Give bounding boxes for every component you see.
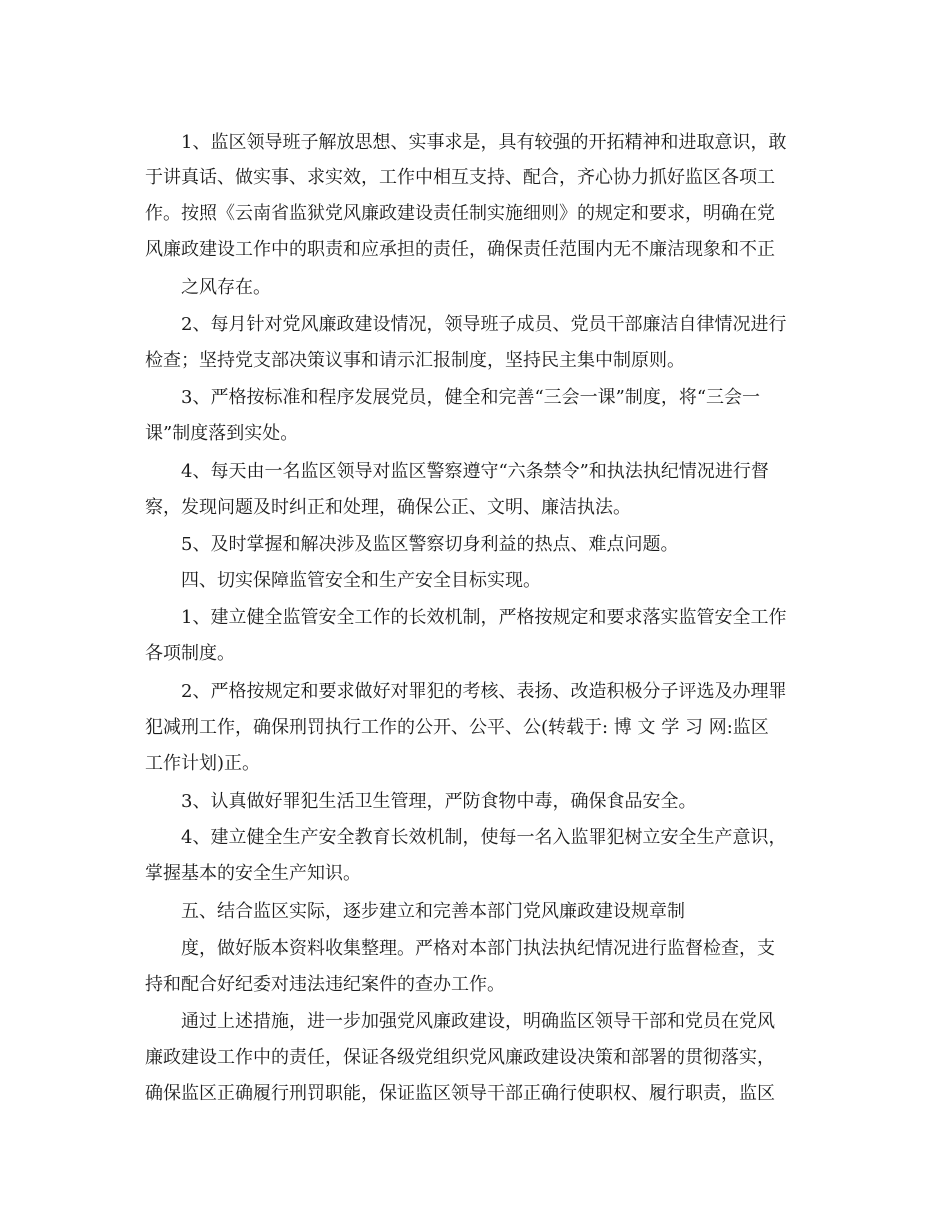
text-line: 察，发现问题及时纠正和处理，确保公正、文明、廉洁执法。 (145, 497, 631, 518)
text-line: 5、及时掌握和解决涉及监区警察切身利益的热点、难点问题。 (181, 534, 679, 555)
text-line: 度，做好版本资料收集整理。严格对本部门执法执纪情况进行监督检查，支 (181, 938, 775, 959)
text-line: 检查；坚持党支部决策议事和请示汇报制度，坚持民主集中制原则。 (145, 350, 685, 371)
text-line: 确保监区正确履行刑罚职能，保证监区领导干部正确行使职权、履行职责，监区 (145, 1083, 775, 1104)
text-line: 通过上述措施，进一步加强党风廉政建设，明确监区领导干部和党员在党风 (181, 1011, 775, 1032)
text-line: 2、严格按规定和要求做好对罪犯的考核、表扬、改造积极分子评选及办理罪 (181, 681, 787, 702)
text-line: 于讲真话、做实事、求实效，工作中相互支持、配合，齐心协力抓好监区各项工 (145, 167, 775, 188)
text-line: 掌握基本的安全生产知识。 (145, 863, 361, 884)
text-line: 之风存在。 (181, 277, 271, 298)
text-line: 犯减刑工作，确保刑罚执行工作的公开、公平、公(转载于: 博 文 学 习 网:监区 (145, 717, 769, 738)
section-heading: 四、切实保障监管安全和生产安全目标实现。 (181, 570, 541, 591)
text-line: 2、每月针对党风廉政建设情况，领导班子成员、党员干部廉洁自律情况进行 (181, 314, 787, 335)
text-line: 风廉政建设工作中的职责和应承担的责任，确保责任范围内无不廉洁现象和不正 (145, 239, 775, 260)
text-line: 1、监区领导班子解放思想、实事求是，具有较强的开拓精神和进取意识，敢 (181, 132, 787, 153)
section-heading: 五、结合监区实际，逐步建立和完善本部门党风廉政建设规章制 (181, 901, 685, 922)
text-line: 4、每天由一名监区领导对监区警察遵守“六条禁令”和执法执纪情况进行督 (181, 461, 769, 482)
text-line: 3、认真做好罪犯生活卫生管理，严防食物中毒，确保食品安全。 (181, 791, 697, 812)
text-line: 4、建立健全生产安全教育长效机制，使每一名入监罪犯树立安全生产意识， (181, 827, 787, 848)
text-line: 持和配合好纪委对违法违纪案件的查办工作。 (145, 974, 505, 995)
text-line: 作。按照《云南省监狱党风廉政建设责任制实施细则》的规定和要求，明确在党 (145, 203, 775, 224)
text-line: 各项制度。 (145, 643, 235, 664)
text-line: 工作计划)正。 (145, 753, 261, 774)
text-line: 3、严格按标准和程序发展党员，健全和完善“三会一课”制度，将“三会一 (181, 387, 761, 408)
text-line: 1、建立健全监管安全工作的长效机制，严格按规定和要求落实监管安全工作 (181, 607, 787, 628)
text-line: 课”制度落到实处。 (145, 423, 299, 444)
text-line: 廉政建设工作中的责任，保证各级党组织党风廉政建设决策和部署的贯彻落实， (145, 1047, 775, 1068)
